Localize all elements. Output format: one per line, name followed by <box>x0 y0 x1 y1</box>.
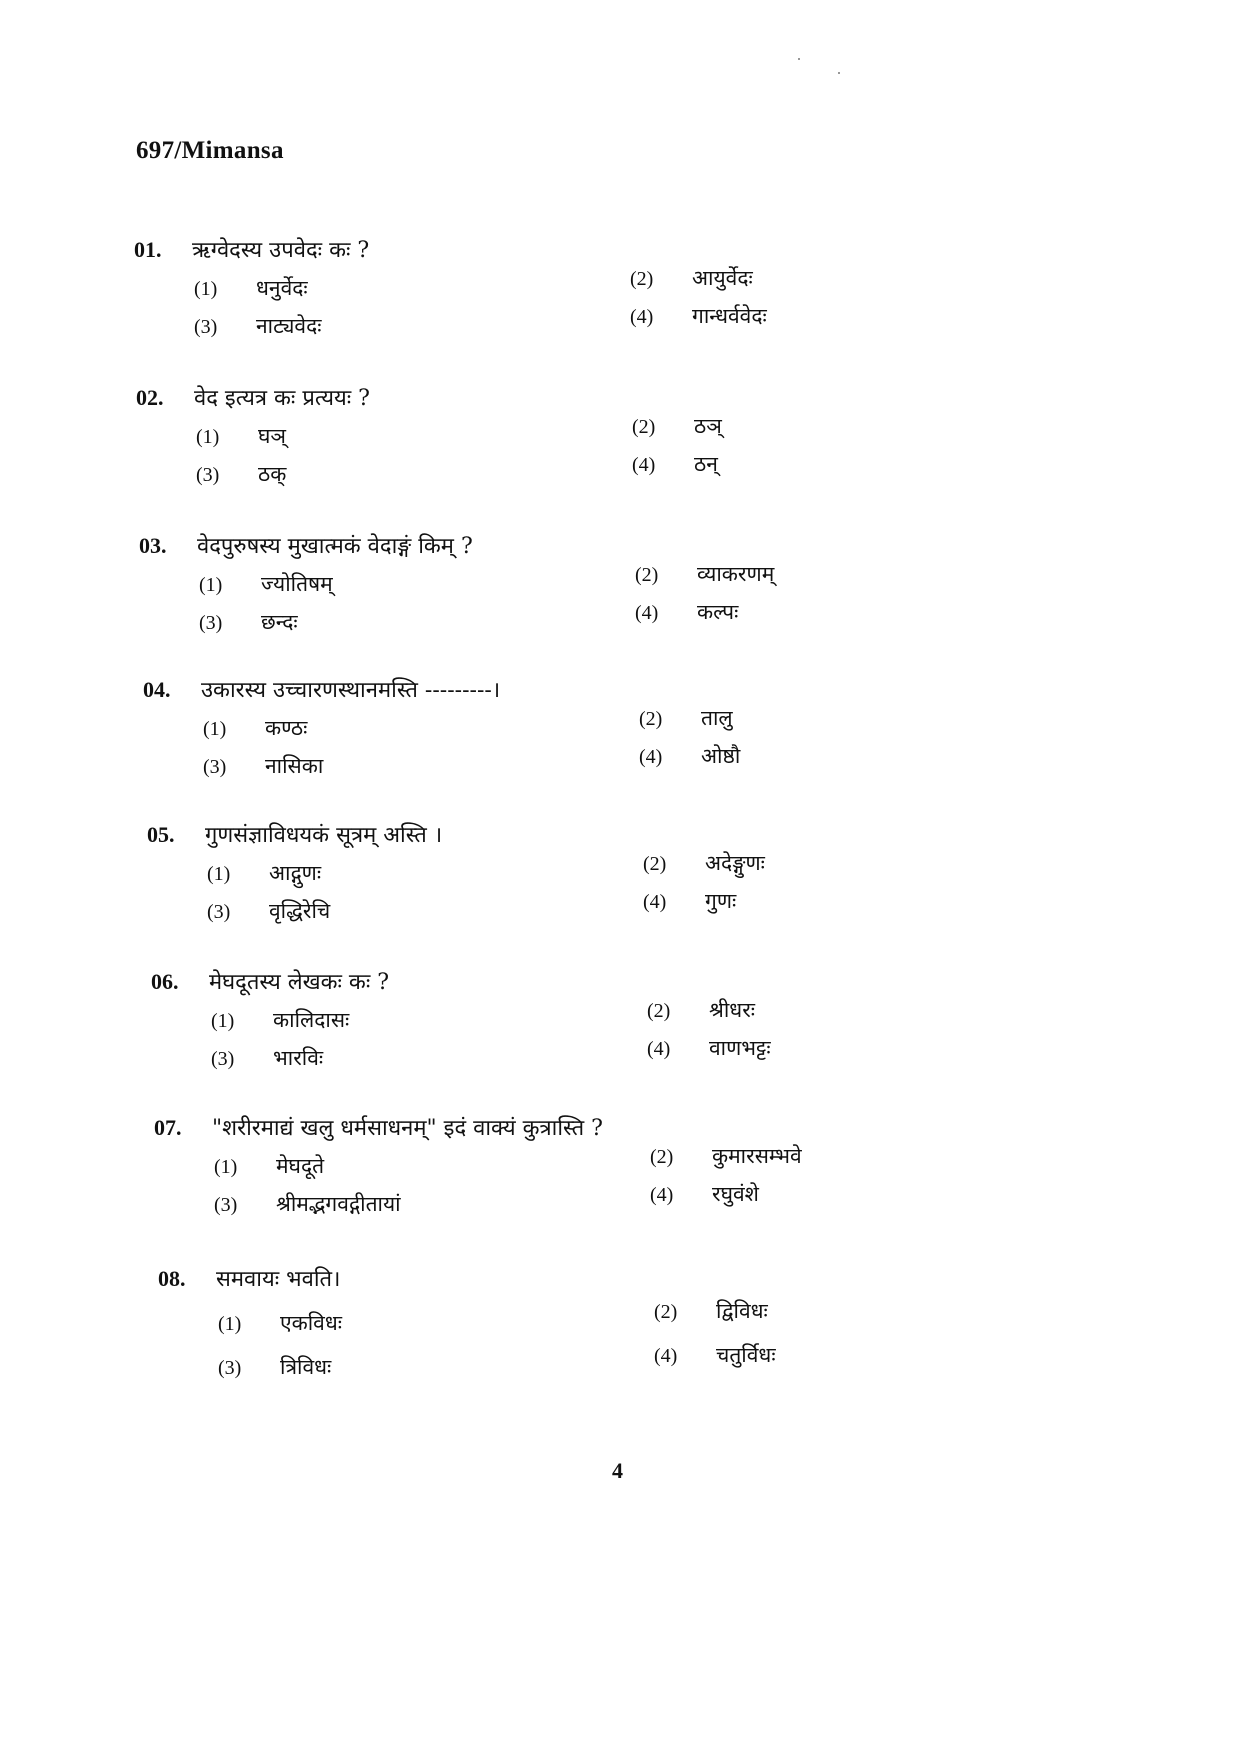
option-number: (1) <box>211 1010 235 1032</box>
option-number: (2) <box>635 564 659 586</box>
option-number: (1) <box>199 574 223 596</box>
question-05 <box>147 819 1027 931</box>
option-4 <box>647 1034 771 1062</box>
option-text: मेघदूते <box>276 1154 325 1178</box>
question-text: समवायः भवति। <box>216 1267 341 1292</box>
option-1 <box>194 274 308 302</box>
option-3 <box>194 312 321 340</box>
option-2 <box>650 1142 802 1170</box>
option-2 <box>654 1297 768 1325</box>
option-text: कल्पः <box>697 600 739 624</box>
option-text: आद्गुणः <box>269 861 322 885</box>
option-number: (3) <box>203 756 227 778</box>
option-number: (1) <box>207 863 231 885</box>
scan-speck <box>838 72 840 74</box>
option-number: (2) <box>650 1146 674 1168</box>
question-number: 07. <box>154 1115 182 1140</box>
option-number: (4) <box>630 306 654 328</box>
option-number: (1) <box>203 718 227 740</box>
question-text: वेद इत्यत्र कः प्रत्ययः ? <box>194 386 370 411</box>
option-number: (2) <box>632 416 656 438</box>
option-text: श्रीमद्भगवद्गीतायां <box>276 1192 401 1216</box>
option-text: कालिदासः <box>273 1008 350 1032</box>
option-3 <box>199 608 298 636</box>
option-text: वाणभट्टः <box>709 1036 771 1060</box>
option-text: ठञ् <box>694 414 722 438</box>
option-text: श्रीधरः <box>709 998 756 1022</box>
option-text: नाट्यवेदः <box>256 314 322 338</box>
page-number: 4 <box>612 1458 623 1483</box>
option-2 <box>632 412 722 440</box>
option-4 <box>654 1341 776 1369</box>
option-text: ओष्ठौ <box>701 744 741 768</box>
option-number: (3) <box>211 1048 235 1070</box>
option-text: अदेङ्गुणः <box>705 851 765 875</box>
option-3 <box>214 1190 401 1218</box>
option-number: (4) <box>635 602 659 624</box>
option-2 <box>647 996 755 1024</box>
option-2 <box>635 560 774 588</box>
option-number: (4) <box>647 1038 671 1060</box>
question-02 <box>136 382 1016 494</box>
option-1 <box>211 1006 349 1034</box>
option-number: (3) <box>207 901 231 923</box>
option-text: चतुर्विधः <box>716 1343 776 1367</box>
options-list <box>139 562 1019 642</box>
options-list <box>151 998 1031 1078</box>
question-03 <box>139 530 1019 642</box>
option-number: (4) <box>632 454 656 476</box>
option-3 <box>203 752 323 780</box>
option-1 <box>196 422 286 450</box>
option-number: (3) <box>199 612 223 634</box>
question-text: ऋग्वेदस्य उपवेदः कः ? <box>192 238 370 263</box>
option-number: (1) <box>194 278 218 300</box>
option-number: (4) <box>639 746 663 768</box>
question-04 <box>143 674 1023 786</box>
option-text: रघुवंशे <box>712 1182 759 1206</box>
option-3 <box>196 460 286 488</box>
option-text: कुमारसम्भवे <box>712 1144 802 1168</box>
option-text: ठन् <box>694 452 718 476</box>
option-1 <box>214 1152 324 1180</box>
option-number: (2) <box>643 853 667 875</box>
question-06 <box>151 966 1031 1078</box>
option-number: (1) <box>218 1313 242 1335</box>
option-number: (4) <box>650 1184 674 1206</box>
option-text: ज्योतिषम् <box>261 572 333 596</box>
question-01 <box>134 234 1014 346</box>
option-4 <box>650 1180 759 1208</box>
option-number: (2) <box>639 708 663 730</box>
option-4 <box>643 887 736 915</box>
option-4 <box>639 742 740 770</box>
options-list <box>154 1144 1034 1224</box>
option-number: (1) <box>196 426 220 448</box>
question-text: "शरीरमाद्यं खलु धर्मसाधनम्" इदं वाक्यं कुत्रास्ति ? <box>212 1116 603 1141</box>
option-text: भारविः <box>273 1046 324 1070</box>
option-4 <box>632 450 718 478</box>
option-text: व्याकरणम् <box>697 562 775 586</box>
question-text: गुणसंज्ञाविधयकं सूत्रम् अस्ति । <box>205 823 443 848</box>
question-number: 04. <box>143 677 171 702</box>
option-1 <box>203 714 307 742</box>
option-text: गान्धर्ववेदः <box>692 304 767 328</box>
question-text: वेदपुरुषस्य मुखात्मकं वेदाङ्गं किम् ? <box>197 534 473 559</box>
option-text: घञ् <box>258 424 286 448</box>
options-list <box>143 706 1023 786</box>
option-text: द्विविधः <box>716 1299 768 1323</box>
option-text: कण्ठः <box>265 716 308 740</box>
option-text: वृद्धिरेचि <box>269 899 331 923</box>
option-text: छन्दः <box>261 610 298 634</box>
option-3 <box>218 1353 331 1381</box>
option-2 <box>630 264 753 292</box>
option-text: एकविधः <box>280 1311 343 1335</box>
option-text: आयुर्वेदः <box>692 266 753 290</box>
question-number: 08. <box>158 1266 186 1291</box>
option-text: ठक् <box>258 462 287 486</box>
option-2 <box>639 704 733 732</box>
question-number: 03. <box>139 533 167 558</box>
option-4 <box>630 302 767 330</box>
question-text: उकारस्य उच्चारणस्थानमस्ति ---------। <box>201 678 501 703</box>
option-text: त्रिविधः <box>280 1355 332 1379</box>
option-text: धनुर्वेदः <box>256 276 308 300</box>
question-number: 05. <box>147 822 175 847</box>
option-number: (2) <box>647 1000 671 1022</box>
option-number: (4) <box>654 1345 678 1367</box>
question-number: 06. <box>151 969 179 994</box>
question-07 <box>154 1112 1034 1224</box>
option-number: (3) <box>194 316 218 338</box>
option-number: (4) <box>643 891 667 913</box>
options-list <box>134 266 1014 346</box>
option-4 <box>635 598 738 626</box>
option-text: गुणः <box>705 889 737 913</box>
paper-title: 697/Mimansa <box>136 137 284 164</box>
option-number: (2) <box>630 268 654 290</box>
option-text: नासिका <box>265 754 324 778</box>
question-number: 01. <box>134 237 162 262</box>
question-number: 02. <box>136 385 164 410</box>
option-3 <box>211 1044 323 1072</box>
option-number: (1) <box>214 1156 238 1178</box>
option-3 <box>207 897 330 925</box>
option-number: (3) <box>196 464 220 486</box>
option-number: (2) <box>654 1301 678 1323</box>
option-text: तालु <box>701 706 733 730</box>
options-list <box>158 1301 1038 1385</box>
option-2 <box>643 849 765 877</box>
option-1 <box>199 570 333 598</box>
question-text: मेघदूतस्य लेखकः कः ? <box>209 970 390 995</box>
option-1 <box>207 859 321 887</box>
option-number: (3) <box>218 1357 242 1379</box>
scan-speck <box>798 58 800 60</box>
option-1 <box>218 1309 342 1337</box>
options-list <box>147 851 1027 931</box>
question-08 <box>158 1263 1038 1385</box>
options-list <box>136 414 1016 494</box>
option-number: (3) <box>214 1194 238 1216</box>
